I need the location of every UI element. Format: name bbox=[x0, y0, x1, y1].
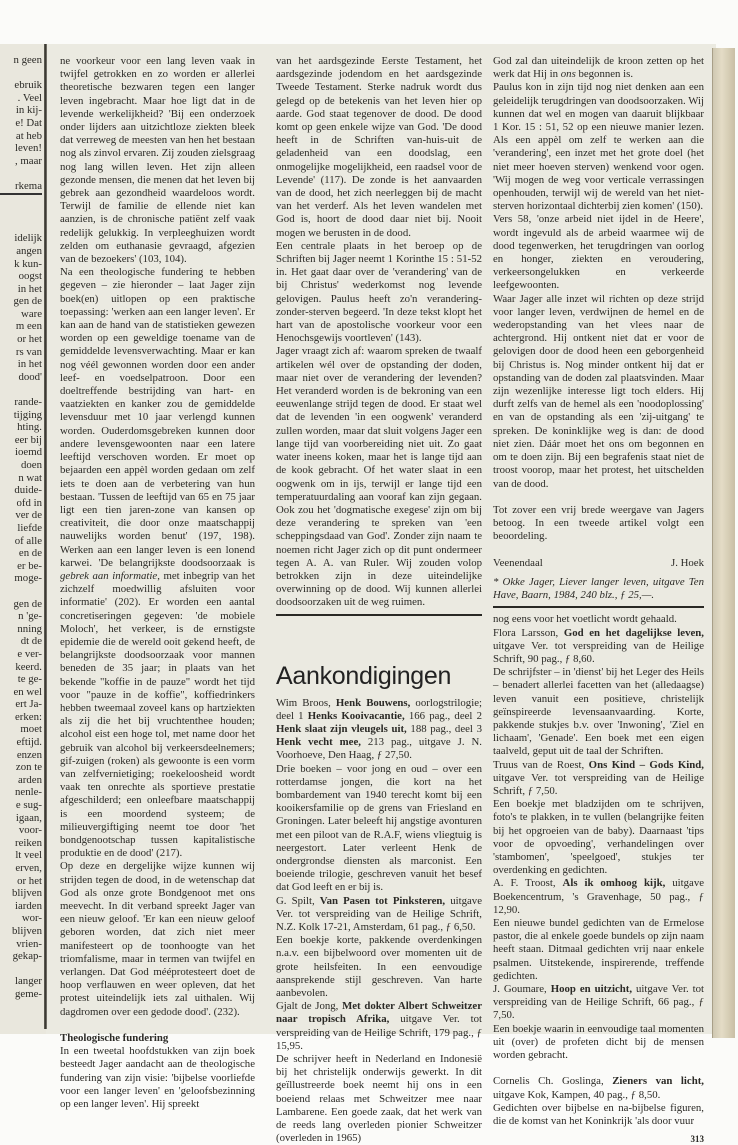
book-title: Als ik omhoog kijk, bbox=[562, 877, 666, 890]
paragraph bbox=[276, 240, 482, 346]
fragment-line: blijven bbox=[12, 887, 42, 900]
fragment-line: e ver- bbox=[17, 647, 42, 660]
fragment-line: iarden bbox=[15, 899, 42, 912]
book-title: Zieners van licht, bbox=[612, 1075, 705, 1088]
subheading: Theologische fundering bbox=[60, 1032, 169, 1045]
book-title: Henk Bouwens, bbox=[335, 696, 411, 709]
fragment-line: duide- bbox=[14, 484, 42, 497]
fragment-line: ware bbox=[21, 307, 42, 320]
fragment-line bbox=[0, 207, 42, 220]
text-run: Cornelis Ch. Goslinga, bbox=[493, 1075, 613, 1088]
text-run: Paulus kon in zijn tijd nog niet denken aan een geleidelijk terugdringen van doodsoorzaken. Wij kunnen dat wel en mogen van daaruit blijkbaar 1 Kor. 15 : 51, 52 op een nieuwe manier lezen. Als een appèl om zelf te werken aan die 'verandering', een inzet met het grote doel (het niet meer hoeven sterven) wenkend voor ogen. 'Wij mogen de weg voor verticale verrassingen openhouden, terwijl wij de wereld van het niet-sterven horizontaal dichterbij zien komen' (150). bbox=[493, 81, 704, 213]
text-run: nog eens voor het voetlicht wordt gehaald. bbox=[493, 613, 677, 626]
text-run: uitgave Boekencentrum, 's Gravenhage, 50 pag., ƒ 12,90. bbox=[493, 877, 705, 916]
fragment-line: in kij- bbox=[15, 104, 42, 117]
text-run: uitgave Ver. tot verspreiding van de Heilige Schrift, 179 pag., ƒ 15,95. bbox=[276, 1013, 483, 1052]
fragment-line: wor- bbox=[21, 912, 42, 925]
book-title: Met dokter Albert Schweitzer naar tropisch Afrika, bbox=[276, 1000, 482, 1026]
article-column-2 bbox=[276, 55, 482, 1145]
fragment-line: or het bbox=[17, 333, 42, 346]
signature-author: J. Hoek bbox=[671, 556, 704, 569]
text-run: Op deze en dergelijke wijze kunnen wij strijden tegen de dood, in de wetenschap dat God als onze grote Bondgenoot met ons meevecht. In dit verband spreekt Jager van een nieuw geloof. 'Er kan een nieuw geloof geboren worden, dat zich niet meer manifesteert op de toonhoogte van het triomfalisme, maar in termen van twijfel en verlangen. Dat God mééprotesteert doet de hoop verflauwen en weer opleven, dat het protest uiteindelijk iets zal uithalen. Wij dagdromen over een gedode dood'. (232). bbox=[60, 860, 255, 1018]
fragment-line: gen de bbox=[13, 597, 42, 610]
text-run: Gjalt de Jong, bbox=[276, 1000, 343, 1013]
text-run: Gedichten over bijbelse en na-bijbelse figuren, die de komst van het Koninkrijk 'als door vuur bbox=[493, 1101, 704, 1127]
announcements-heading: Aankondigingen bbox=[276, 661, 452, 690]
fragment-line: e! Dat bbox=[15, 116, 42, 129]
paragraph bbox=[276, 934, 482, 1000]
page-edge bbox=[712, 48, 735, 1038]
spacer bbox=[493, 544, 704, 557]
fragment-line: geme- bbox=[15, 987, 42, 1000]
signature-place: Veenendaal bbox=[493, 556, 543, 569]
announcements-list bbox=[276, 697, 482, 1145]
fragment-line: ioemd bbox=[15, 446, 42, 459]
fragment-line: rande- bbox=[14, 396, 42, 409]
text-run: uitgave Ver. tot verspreiding van de Heilige Schrift, ƒ 7,50. bbox=[493, 771, 704, 797]
fragment-line: rs van bbox=[15, 345, 42, 358]
book-title: God en het dagelijkse leven, bbox=[563, 626, 704, 639]
fragment-line: reiken bbox=[15, 836, 42, 849]
paragraph bbox=[276, 697, 482, 763]
fragment-line: erven, bbox=[15, 862, 42, 874]
paragraph bbox=[493, 983, 704, 1023]
text-run: 188 pag., deel 3 bbox=[406, 722, 482, 735]
fragment-line: gekap- bbox=[12, 950, 42, 963]
fragment-line: erken: bbox=[15, 710, 42, 723]
fragment-line: eftijd. bbox=[16, 736, 42, 749]
fragment-line: hting. bbox=[17, 421, 42, 434]
text-run: Na een theologische fundering te hebben gegeven – zie hieronder – laat Jager zijn boek(en) uitlopen op een praktische toepassing: 'werken aan een langer leven'. Er kan aan de hand van de statistieken gewezen worden op een geweldige toename van de gemiddelde levensverwachting. Maar er kan nog véél gewonnen worden door een ander leef- en voedselpatroon. Door een doeltreffende bestrijding van hart- en vaatziekten en kanker zou de gemiddelde levensduur met 10 jaar verlengd kunnen worden. Ouderdomsgebreken kunnen door andere levensgewoonten naar een latere leeftijd verschoven worden. Er moet op bejaarden een appèl worden gedaan om zelf iets te doen aan de verbetering van hun bestaan. 'Tussen de leeftijd van 65 en 75 jaar ligt een tien jaren-zone van kansen op creativiteit, die door onze maatschappij nauwelijks worden benut' (197, 198). Werken aan een langer leven is een lonend karwei. 'De belangrijkste doodsoorzaak is bbox=[60, 266, 255, 569]
paragraph bbox=[60, 1045, 255, 1111]
text-run: uitgave Ver. tot verspreiding van de Heilige Schrift, 66 pag., ƒ 7,50. bbox=[493, 982, 705, 1022]
spacer bbox=[493, 491, 704, 504]
paragraph bbox=[60, 266, 255, 860]
fragment-line: nenle- bbox=[15, 786, 42, 799]
book-title: Henks Kooivacantie, bbox=[307, 709, 405, 722]
text-run: God zal dan uiteindelijk de kroon zetten op het werk dat Hij in bbox=[493, 55, 704, 81]
paragraph bbox=[276, 1000, 482, 1053]
fragment-line bbox=[0, 220, 42, 233]
paragraph bbox=[276, 895, 482, 935]
text-run: Een boekje korte, pakkende overdenkingen n.a.v. een bijbelwoord over momenten uit de grote heilsfeiten. In een eenvoudige aansprekende stijl geschreven. Van harte aanbevolen. bbox=[276, 934, 482, 999]
fragment-line: enzen bbox=[16, 748, 42, 761]
fragment-line: dood' bbox=[18, 370, 42, 383]
text-run: G. Spilt, bbox=[276, 894, 320, 907]
fragment-line bbox=[0, 195, 42, 208]
paragraph bbox=[493, 613, 704, 626]
col2-body bbox=[276, 55, 482, 610]
fragment-line: ver de bbox=[15, 509, 42, 522]
paragraph bbox=[493, 627, 704, 667]
text-run: De schrijfster – in 'dienst' bij het Leger des Heils – benadert allerlei facetten van het (alledaagse) leven vanuit een positieve, christelijk geïnspireerde levensaanvaarding. Korte, pakkende stukjes b.v. over 'Inwoning', 'Ziel en lichaam', 'Genade'. Een boek met een eigen taalveld, geput uit de taal der Schriften. bbox=[493, 666, 704, 758]
page-fold bbox=[44, 44, 47, 1029]
fragment-line: k kun- bbox=[14, 257, 42, 270]
text-run: 213 pag., uitgave J. N. Voorhoeve, Den Haag, ƒ 27,50. bbox=[276, 736, 482, 762]
paragraph bbox=[493, 666, 704, 758]
fragment-line: er be- bbox=[17, 559, 42, 572]
fragment-line: doen bbox=[21, 459, 42, 471]
fragment-line: ofd in bbox=[16, 496, 42, 509]
fragment-line: vrien- bbox=[16, 937, 42, 950]
emphasis: ons bbox=[560, 68, 576, 81]
fragment-line: zon te bbox=[15, 761, 42, 774]
text-run: Flora Larsson, bbox=[493, 626, 564, 639]
fragment-line: of alle bbox=[14, 534, 42, 547]
text-run: A. F. Troost, bbox=[493, 877, 563, 890]
previous-page-fragment bbox=[0, 44, 46, 1034]
fragment-line: liefde bbox=[17, 521, 42, 534]
text-run: Truus van de Roest, bbox=[493, 758, 589, 771]
signature bbox=[493, 557, 704, 570]
announcements-list bbox=[493, 613, 704, 1128]
text-run: , met inbegrip van het zichzelf moedwillig afsluiten voor informatie' (202). Er worden een aantal concretiseringen gegeven: 'de mobiele Moloch', het verkeer, is de ernstigste epidemie die de wereld ooit gekend heeft, de belangrijkste doodsoorzaak voor mannen beneden de 35 jaar; in plaats van het bekende "koffie in de pauze" wordt het tijd voor "pauze in de koffie", koffiedrinkers hebben tweemaal zoveel kans op hartziekten als zij die het bij vruchtenthee houden; alcohol eist een hoge tol, met name door het gebruik van alcohol bij verkeersdeelnemers; gif-zuigen (roken) als gewoonte is een vorm van zelfvernietiging; roekeloosheid wordt vaak ten onrechte als sportieve prestatie afgeschilderd; een onleefbare maatschappij is een moordend systeem; de milieuvergiftiging neemt toe door 'het bondgenootschap tussen kapitalistische produktie en de dood' (217). bbox=[60, 569, 255, 860]
book-title: Hoop en uitzicht, bbox=[550, 982, 633, 995]
paragraph bbox=[276, 763, 482, 895]
book-title: Henk vecht mee, bbox=[276, 736, 361, 749]
paragraph bbox=[493, 55, 704, 81]
fragment-line: voor- bbox=[18, 824, 42, 837]
book-title: Henk slaat zijn vleugels uit, bbox=[276, 722, 407, 735]
fragment-line: , maar bbox=[15, 154, 42, 167]
fragment-line: n geen bbox=[13, 54, 42, 66]
fragment-line: nning bbox=[17, 622, 42, 635]
fragment-line: angen bbox=[16, 244, 42, 257]
fragment-line: dt de bbox=[20, 635, 42, 648]
col1-body-after bbox=[60, 1045, 255, 1111]
footnote: * Okke Jager, Liever langer leven, uitgave Ten Have, Baarn, 1984, 240 blz., ƒ 25,—. bbox=[493, 575, 704, 602]
text-run: In een tweetal hoofdstukken van zijn boek besteedt Jager aandacht aan de theologische fundering van zijn visie: 'bijbelse voorliefde voor een langer leven' en 'geloofsbezinning op een langer leven'. Hij spreekt bbox=[60, 1045, 255, 1111]
fragment-line: lt veel bbox=[15, 849, 42, 862]
fragment-line: en de bbox=[18, 547, 42, 560]
col1-body bbox=[60, 55, 255, 1019]
paragraph bbox=[493, 213, 704, 292]
fragment-line: n wat bbox=[18, 471, 42, 484]
fragment-line: e sug- bbox=[15, 799, 42, 812]
paragraph bbox=[493, 81, 704, 213]
text-run: Een boekje met bladzijden om te schrijven, foto's te plakken, in te vullen (belangrijke feiten bij het opgroeien van de baby). Daarnaast 'tips voor de opvoeding', verhandelingen over 'stambomen', 'speelgoed', stukjes ter overdenking en gedichten. bbox=[493, 798, 704, 877]
fragment-line: ert Ja- bbox=[15, 698, 42, 711]
fragment-line bbox=[0, 963, 42, 976]
paragraph bbox=[493, 917, 704, 983]
text-run: Vers 58, 'onze arbeid niet ijdel in de Heere', wordt ingevuld als de arbeid waarmee wij de dood tegenwerken, het terugdringen van oorlog en honger, ziekten en veroudering, verkeersongelukken en verkeerde leefgewoonten. bbox=[493, 213, 704, 292]
paragraph bbox=[60, 55, 255, 266]
fragment-line: in het bbox=[17, 358, 42, 371]
text-run: begonnen is. bbox=[575, 68, 634, 81]
fragment-line: tijging bbox=[13, 408, 42, 421]
paragraph bbox=[60, 860, 255, 1018]
text-run: J. Goumare, bbox=[493, 982, 551, 995]
fragment-line bbox=[0, 167, 42, 180]
paragraph bbox=[493, 877, 704, 917]
fragment-line bbox=[0, 585, 42, 598]
fragment-line: keerd. bbox=[15, 660, 42, 673]
paragraph bbox=[493, 798, 704, 877]
text-run: Drie boeken – voor jong en oud – over een rotterdamse jongen, die kort na het bombardement van 1940 terecht komt bij een kooikersfamilie op de grens van Friesland en Groningen. Later beleeft hij angstige avonturen met een piloot van de R.A.F, wiens vliegtuig is neergestort. Later verleent Henk de ondergrondse diensten als marconist. Een boeiende trilogie, geschreven vanuit het besef dat God leeft en er bij is. bbox=[276, 762, 482, 894]
fragment-line: at heb bbox=[15, 129, 42, 142]
text-run: Wim Broos, bbox=[276, 696, 336, 709]
paragraph bbox=[276, 345, 482, 609]
emphasis: gebrek aan informatie bbox=[60, 569, 158, 582]
text-run: uitgave Ver. tot verspreiding van de Heilige Schrift, 90 pag., ƒ 8,60. bbox=[493, 639, 704, 665]
text-run: ne voorkeur voor een lang leven vaak in twijfel getrokken en zo worden er allerlei theoretische bezwaren tegen een langer leven ingebracht. Maar hoe ligt dat in de levende werkelijkheid? 'Bij een onderzoek onder lijders aan uitzichtloze ziekten bleek dat verreweg de meesten van hen het bestaan nog als zinvol ervaren. Zij zouden zielsgraag nog lang willen leven. Het zijn alleen gezonde mensen, die menen dat het leven bij gebrek aan gezondheid waardeloos wordt. Terwijl de familie de ellende niet kan aanzien, is de chronische patiënt zelf vaak redelijk gelukkig. In verpleeghuizen wordt zelden om euthanasie gevraagd, afgezien van de bezoekers' (103, 104). bbox=[60, 55, 255, 266]
text-run: uitgave Ver. tot verspreiding van de Heilige Schrift, N.Z. Kolk 17-21, Amsterdam, 61 pag., ƒ 6,50. bbox=[276, 894, 482, 933]
fragment-line: leven! bbox=[15, 142, 42, 155]
paragraph bbox=[493, 1102, 704, 1128]
fragment-line: m een bbox=[15, 320, 42, 333]
fragment-line: te ge- bbox=[17, 673, 42, 686]
text-run: Een nieuwe bundel gedichten van de Ermelose pastor, die al enkele goede bundels op zijn naam heeft staan. Ditmaal gedichten vrij naar enkele psalmen. Uitstekende, inspirerende, treffende gedichten. bbox=[493, 916, 704, 982]
previous-page-text bbox=[0, 54, 42, 1001]
fragment-line bbox=[0, 383, 42, 396]
text-run: Jager vraagt zich af: waarom spreken de twaalf artikelen wél over de opstanding der doden, maar niet over de verandering der levenden? Het veranderd worden is de bekroning van een eeuwenlange strijd tegen de dood. Er staat wel dat de levenden 'in een oogwenk' veranderd zullen worden, maar dat sluit volgens Jager een lange tijd van voorbereiding niet uit. Zo gaat water ineens koken, maar het is lange tijd aan de kook gebracht. Of het water slaat in een oogwenk om in ijs, terwijl er lange tijd een temperatuurdaling aan vooraf kan zijn gegaan. Ook zou het 'dogmatische exegese' zijn om bij deze verandering te spreken van 'een scheppingsdaad van God'. Zonder zijn naam te noemen richt Jager zich op dit punt ondermeer tegen A. A. van Ruler. Wij zouden volop betrokken zijn in deze uiteindelijke overwinning op de dood. Wij kunnen allerlei doodsoorzaken uit de weg ruimen. bbox=[276, 345, 482, 609]
text-run: Een boekje waarin in eenvoudige taal momenten uit (over) de profeten dicht bij de mensen worden gebracht. bbox=[493, 1022, 704, 1061]
text-run: 166 pag., deel 2 bbox=[404, 709, 482, 722]
article-column-3 bbox=[493, 55, 704, 1145]
fragment-line: ebruik bbox=[14, 79, 42, 92]
fragment-line: blijven bbox=[12, 924, 42, 937]
fragment-line: moge- bbox=[14, 572, 42, 585]
paragraph bbox=[276, 1053, 482, 1145]
paragraph bbox=[493, 1075, 704, 1101]
text-run: De schrijver heeft in Nederland en Indonesië bij het christelijk onderwijs gewerkt. In dit geïllustreerde boek neemt hij ons in een boeiend relaas met Schweitzer mee naar Lambarene. Een goede zaak, dat het werk van de reeds lang overleden pionier Schweitzer (overleden in 1965) bbox=[276, 1053, 482, 1145]
fragment-line: rkema bbox=[0, 180, 42, 195]
text-run: uitgave Kok, Kampen, 40 pag., ƒ 8,50. bbox=[493, 1088, 661, 1101]
fragment-line: eer bij bbox=[14, 433, 42, 446]
paragraph bbox=[493, 1023, 704, 1063]
fragment-line: oogst bbox=[18, 270, 42, 283]
section-divider bbox=[493, 606, 704, 608]
fragment-line: idelijk bbox=[14, 232, 42, 245]
fragment-line: n 'ge- bbox=[18, 610, 42, 623]
text-run: van het aardsgezinde Eerste Testament, het aardsgezinde jodendom en het aardsgezinde Tweede Testament. Sterke nadruk wordt dus gelegd op de betekenis van het leven hier op aarde. God staat tegenover de dood. De dood komt op geen enkele wijze van God. 'De dood heeft in de Schriften van-huis-uit de geladenheid van een doodslag, een onmogelijke mogelijkheid, een raadsel voor de Levende' (117). De zonde is het aanvaarden van de dood, het zich neerleggen bij de macht van het verderf. Als het leven wandelen met God is, hoort de dood daar niet bij. Nooit mogen we berusten in de dood. bbox=[276, 55, 482, 239]
text-run: Waar Jager alle inzet wil richten op deze strijd voor langer leven, verdwijnen de hemel en de wederopstanding van het vlees naar de achtergrond. Hij ontkent niet dat er voor de gelovigen door de dood heen een geborgenheid bij Christus is. Nog minder ontkent hij dat er opstanding van de doden zal plaatsvinden. Maar zijn wezenlijke interesse ligt toch elders. Hij durft zelfs van de hemel als een 'noodoplossing' en van de opstanding als een 'zij-uitgang' te spreken. De koninklijke weg is dan: de dood niet zien. Dáár moet het ons om begonnen en om te doen zijn. Bij een begrafenis staat niet de troost voorop, maar het protest, het uitschelden van de dood. bbox=[493, 292, 704, 490]
col3-body bbox=[493, 55, 704, 491]
text-run: Een centrale plaats in het beroep op de Schriften bij Jager neemt 1 Korinthe 15 : 51-52 in. Het gaat daar over de 'verandering' van de bij Christus' wederkomst nog levende gelovigen. Paulus heeft zo'n verandering-zonder-sterven begeerd. 'In deze tekst klopt het hart van de apostolische voorkeur voor een Henochsgewijs voortleven' (143). bbox=[276, 239, 482, 345]
fragment-line: en wel bbox=[13, 685, 42, 698]
fragment-line: moet bbox=[20, 723, 42, 736]
page-number: 313 bbox=[690, 1134, 704, 1145]
spacer bbox=[493, 1062, 704, 1075]
section-divider bbox=[276, 614, 482, 616]
fragment-line: or het bbox=[17, 874, 42, 887]
fragment-line: igaan, bbox=[15, 811, 42, 824]
book-title: Van Pasen tot Pinksteren, bbox=[319, 894, 446, 907]
fragment-line: . Veel bbox=[17, 91, 42, 104]
fragment-line: in het bbox=[17, 282, 42, 295]
fragment-line: gen de bbox=[13, 295, 42, 308]
paragraph bbox=[493, 759, 704, 799]
article-column-1 bbox=[60, 55, 255, 1111]
paragraph bbox=[276, 55, 482, 240]
fragment-line: arden bbox=[18, 773, 42, 786]
fragment-line bbox=[0, 67, 42, 80]
closing-paragraph: Tot zover een vrij brede weergave van Jagers betoog. In een tweede artikel volgt een beoordeling. bbox=[493, 503, 704, 543]
text-run: oorlogstrilogie; deel 1 bbox=[276, 696, 482, 722]
paragraph bbox=[493, 293, 704, 491]
book-title: Ons Kind – Gods Kind, bbox=[588, 758, 704, 771]
spacer bbox=[60, 1019, 255, 1032]
fragment-line: langer bbox=[15, 975, 42, 988]
